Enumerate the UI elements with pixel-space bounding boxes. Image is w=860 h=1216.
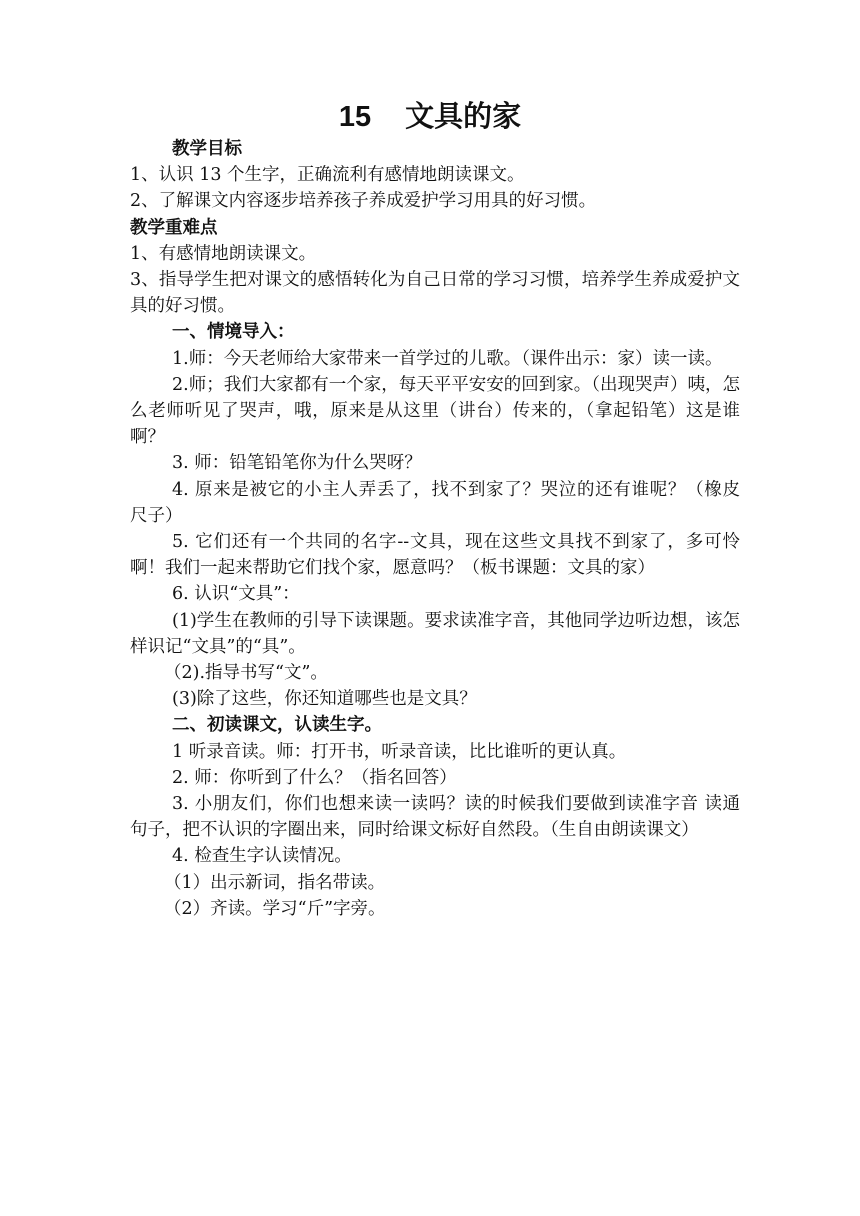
document-body: [130, 136, 740, 922]
paragraph: 2、了解课文内容逐步培养孩子养成爱护学习用具的好习惯。: [130, 191, 597, 212]
paragraph: 2. 师：你听到了什么？（指名回答）: [172, 767, 457, 788]
section-heading-key-points: 教学重难点: [130, 217, 218, 238]
paragraph: 5. 它们还有一个共同的名字--文具，现在这些文具找不到家了，多可怜啊！我们一起来帮助它们找个家，愿意吗？（板书课题：文具的家）: [130, 532, 740, 579]
lesson-title: 文具的家: [405, 99, 522, 133]
section-heading-first-reading: 二、初读课文，认读生字。: [172, 715, 382, 736]
paragraph: (3)除了这些，你还知道哪些也是文具？: [172, 689, 477, 710]
paragraph: 1 听录音读。师：打开书，听录音读，比比谁听的更认真。: [172, 741, 627, 762]
lesson-number: 15: [338, 101, 372, 133]
paragraph: (1)学生在教师的引导下读课题。要求读准字音，其他同学边听边想，该怎样识记“文具”的“具”。: [130, 610, 740, 657]
paragraph: （1）出示新词，指名带读。: [164, 872, 386, 893]
page-title: [0, 96, 860, 137]
paragraph: 6. 认识“文具”：: [172, 584, 300, 605]
paragraph: 3. 师：铅笔铅笔你为什么哭呀？: [172, 453, 422, 474]
paragraph: （2).指导书写“文”。: [164, 663, 328, 684]
paragraph: 3. 小朋友们，你们也想来读一读吗？读的时候我们要做到读准字音 读通句子，把不认识的字圈出来，同时给课文标好自然段。（生自由朗读课文）: [130, 794, 740, 841]
section-heading-intro: 一、情境导入：: [172, 322, 295, 343]
paragraph: 4. 检查生字认读情况。: [172, 846, 352, 867]
paragraph: （2）齐读。学习“斤”字旁。: [164, 898, 386, 919]
paragraph: 1、认识 13 个生字，正确流利有感情地朗读课文。: [130, 165, 525, 186]
paragraph: 1、有感情地朗读课文。: [130, 243, 317, 264]
paragraph: 3、指导学生把对课文的感悟转化为自己日常的学习习惯，培养学生养成爱护文具的好习惯。: [130, 270, 740, 317]
paragraph: 2.师；我们大家都有一个家，每天平平安安的回到家。（出现哭声）咦，怎么老师听见了哭声，哦，原来是从这里（讲台）传来的，（拿起铅笔）这是谁啊？: [130, 374, 740, 448]
paragraph: 4. 原来是被它的小主人弄丢了，找不到家了？哭泣的还有谁呢？（橡皮 尺子）: [130, 479, 740, 526]
section-heading-objectives: 教学目标: [172, 139, 242, 159]
paragraph: 1.师：今天老师给大家带来一首学过的儿歌。（课件出示：家）读一读。: [172, 348, 723, 369]
